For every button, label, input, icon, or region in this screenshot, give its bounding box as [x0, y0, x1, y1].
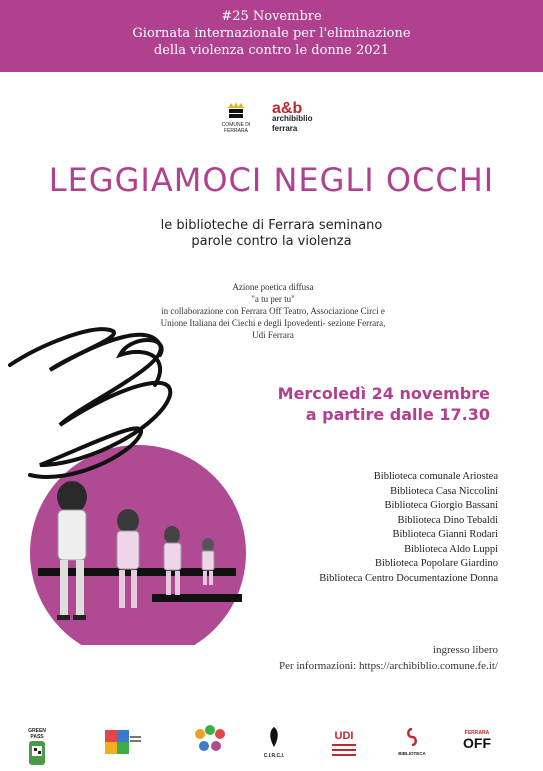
header-banner	[0, 0, 543, 72]
phone-qr-icon	[27, 740, 47, 766]
event-date	[278, 383, 490, 425]
ab-label-1: archibiblio	[272, 114, 313, 123]
event-time-line: a partire dalle 17.30	[305, 405, 490, 424]
header-line-3: della violenza contro le donne 2021	[153, 43, 390, 58]
udi-label: UDI	[334, 730, 354, 742]
ferraraoff-logo	[463, 730, 491, 750]
poster-artwork	[0, 315, 260, 645]
udi-logo	[332, 730, 356, 763]
archibiblio-logo	[272, 100, 313, 134]
page-title: LEGGIAMOCI NEGLI OCCHI	[48, 161, 495, 199]
partner-logos-bottom	[0, 718, 543, 768]
ferraraoff-mark: OFF	[463, 735, 491, 751]
circi-icon	[263, 726, 285, 748]
uici-icon	[103, 726, 143, 760]
azione-line-4: Unione Italiana dei Ciechi e degli Ipovedenti- sezione Ferrara,	[160, 318, 386, 328]
library-item: Biblioteca Dino Tebaldi	[397, 514, 498, 526]
crown-icon	[225, 100, 247, 120]
artwork-illustration	[0, 315, 260, 645]
comune-ferrara-logo	[218, 100, 254, 134]
colorful-hands-logo	[190, 724, 230, 761]
azione-line-5: Udi Ferrara	[252, 330, 294, 340]
uici-logo	[103, 726, 143, 765]
library-item: Biblioteca Popolare Giardino	[374, 558, 498, 569]
comune-ferrara-label: COMUNE DI FERRARA	[221, 122, 251, 134]
info-link[interactable]: Per informazioni: https://archibiblio.comune.fe.it/	[278, 660, 498, 672]
circi-logo	[263, 726, 285, 759]
azione-line-2: "a tu per tu"	[251, 294, 295, 304]
bench-short	[152, 594, 242, 602]
ab-mark: a&b	[272, 100, 303, 117]
azione-line-1: Azione poetica diffusa	[232, 282, 314, 292]
library-item: Biblioteca Casa Niccolini	[390, 485, 498, 497]
hands-icon	[190, 724, 230, 756]
cdd-label: BIBLIOTECA	[398, 751, 426, 756]
cdd-logo	[392, 728, 432, 756]
subtitle	[0, 218, 543, 250]
event-date-line: Mercoledì 24 novembre	[277, 384, 490, 403]
header-line-2: Giornata internazionale per l'eliminazione	[132, 26, 411, 41]
library-item: Biblioteca comunale Ariostea	[373, 471, 498, 482]
partner-logos-top	[218, 100, 312, 134]
ingresso-libero: ingresso libero	[432, 644, 498, 656]
azione-line-3: in collaborazione con Ferrara Off Teatro, Associazione Circi e	[161, 306, 385, 316]
library-item: Biblioteca Gianni Rodari	[392, 529, 498, 540]
library-list	[319, 470, 498, 586]
header-line-1: #25 Novembre	[221, 9, 322, 24]
cdd-icon	[405, 728, 419, 746]
library-item: Biblioteca Centro Documentazione Donna	[319, 572, 498, 584]
udi-bars-icon	[332, 742, 356, 758]
ab-label-2: ferrara	[272, 124, 298, 133]
library-item: Biblioteca Aldo Luppi	[404, 543, 498, 555]
circi-label: C.I.R.C.I.	[263, 753, 285, 759]
greenpass-logo	[22, 728, 52, 771]
footer-info	[279, 642, 498, 674]
library-item: Biblioteca Giorgio Bassani	[384, 500, 498, 511]
greenpass-label: GREEN PASS	[28, 728, 46, 740]
subtitle-line-2: parole contro la violenza	[191, 234, 352, 249]
subtitle-line-1: le biblioteche di Ferrara seminano	[160, 218, 383, 233]
ferraraoff-label: FERRARA	[464, 730, 490, 736]
